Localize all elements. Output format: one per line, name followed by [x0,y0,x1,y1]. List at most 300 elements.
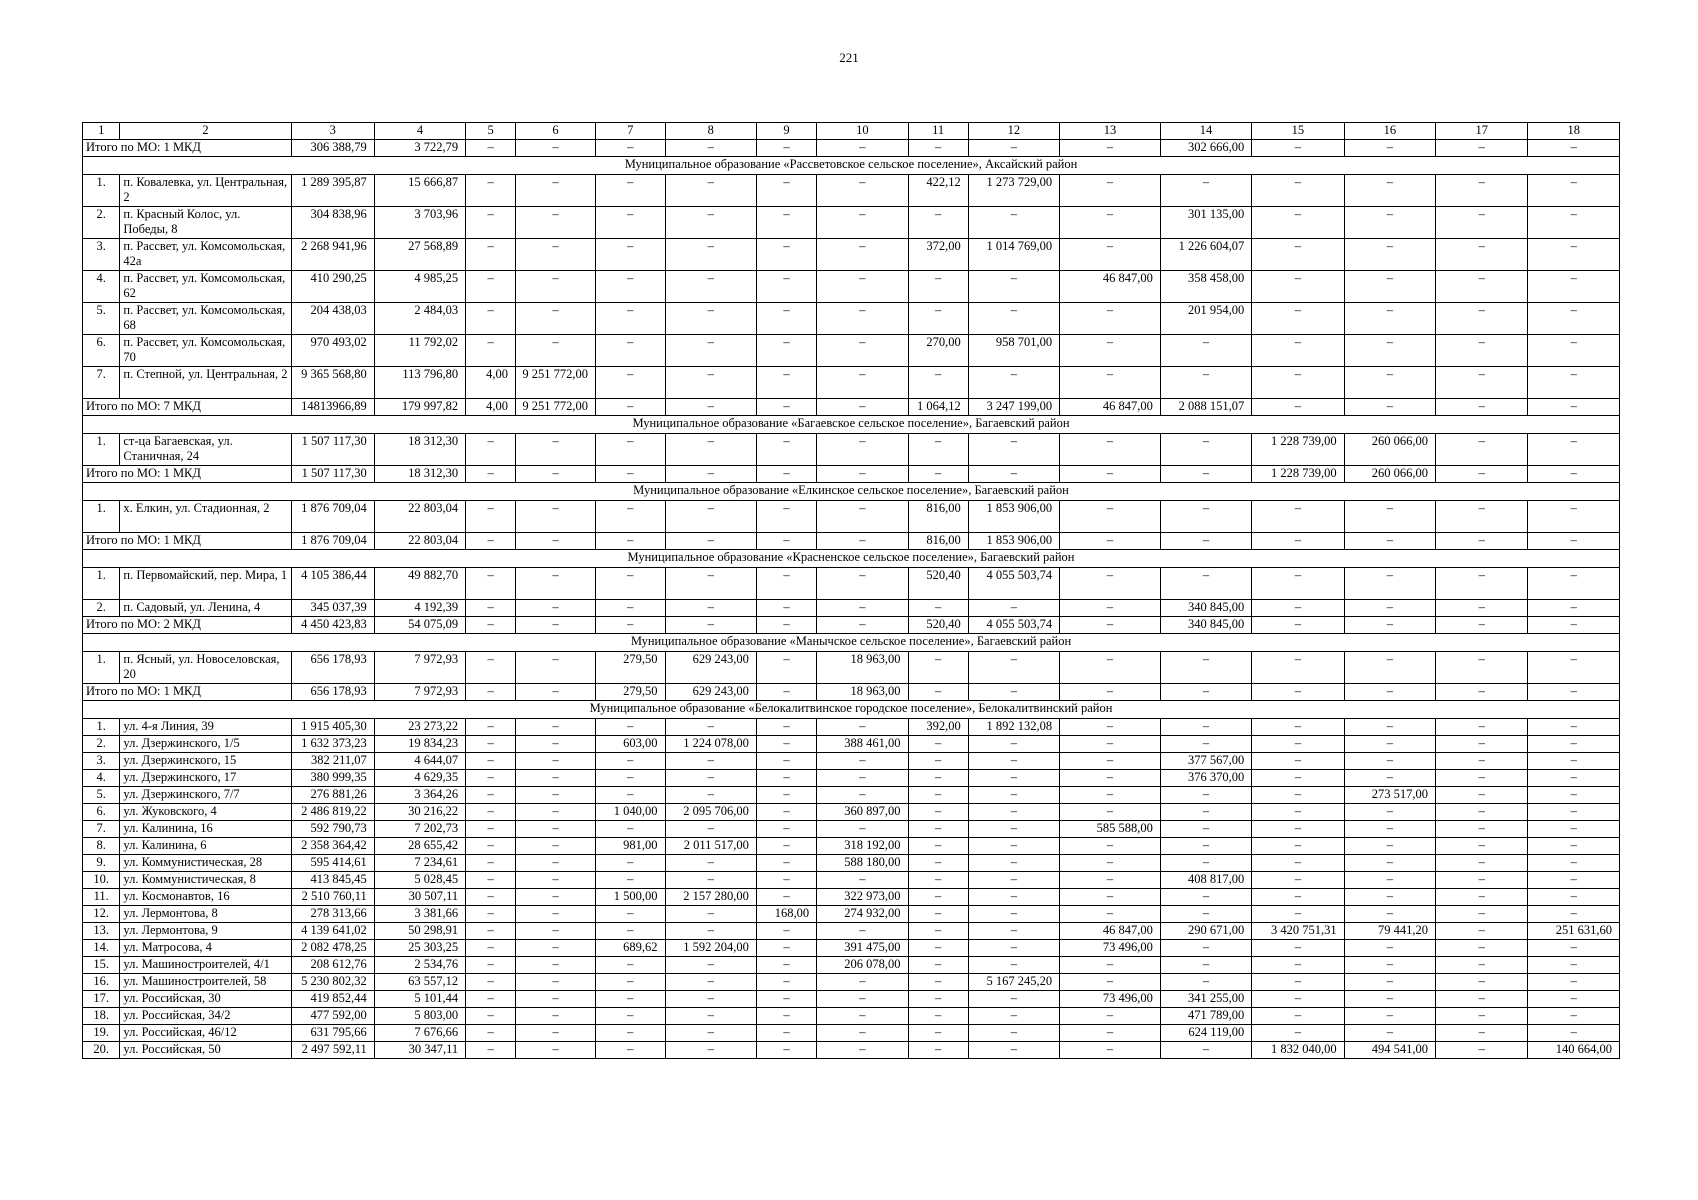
value-cell: – [516,617,596,634]
value-cell: 9 365 568,80 [291,367,374,399]
value-cell: – [665,872,756,889]
value-cell: – [1344,1025,1435,1042]
column-header: 13 [1060,123,1161,140]
value-cell: – [1252,175,1344,207]
value-cell: – [1344,838,1435,855]
value-cell: 816,00 [908,533,968,550]
value-cell: – [1436,239,1528,271]
value-cell: – [756,303,816,335]
value-cell: 3 247 199,00 [968,399,1059,416]
value-cell: – [817,239,908,271]
row-number: 14. [83,940,120,957]
value-cell: – [1160,568,1251,600]
value-cell: 206 078,00 [817,957,908,974]
value-cell: – [756,804,816,821]
value-cell: – [1344,736,1435,753]
value-cell: – [595,140,665,157]
value-cell: – [516,1025,596,1042]
value-cell: – [1528,568,1620,600]
value-cell: – [1436,335,1528,367]
value-cell: – [756,568,816,600]
value-cell: – [1344,175,1435,207]
row-number: 4. [83,770,120,787]
value-cell: – [1436,804,1528,821]
value-cell: – [1344,239,1435,271]
row-number: 9. [83,855,120,872]
value-cell: – [1436,719,1528,736]
table-row [83,855,1620,872]
value-cell: – [1436,855,1528,872]
value-cell: – [968,787,1059,804]
value-cell: – [1060,906,1161,923]
value-cell: 3 381,66 [374,906,465,923]
value-cell: – [665,568,756,600]
value-cell: – [1160,719,1251,736]
value-cell: – [756,872,816,889]
value-cell: 301 135,00 [1160,207,1251,239]
value-cell: – [1436,466,1528,483]
value-cell: 204 438,03 [291,303,374,335]
value-cell: – [908,753,968,770]
value-cell: 140 664,00 [1528,1042,1620,1059]
value-cell: – [1060,838,1161,855]
value-cell: 970 493,02 [291,335,374,367]
municipality-title: Муниципальное образование «Манычское сельское поселение», Багаевский район [83,634,1620,652]
value-cell: – [466,940,516,957]
value-cell: – [908,600,968,617]
value-cell: – [665,1008,756,1025]
value-cell: – [1060,617,1161,634]
value-cell: – [1160,1042,1251,1059]
value-cell: – [516,889,596,906]
value-cell: – [1436,140,1528,157]
value-cell: – [1252,719,1344,736]
value-cell: 520,40 [908,568,968,600]
value-cell: – [1528,399,1620,416]
value-cell: 5 167 245,20 [968,974,1059,991]
value-cell: – [1252,501,1344,533]
value-cell: 318 192,00 [817,838,908,855]
value-cell: – [1528,736,1620,753]
value-cell: – [1528,434,1620,466]
value-cell: – [756,991,816,1008]
value-cell: – [1436,838,1528,855]
value-cell: – [1160,838,1251,855]
value-cell: – [968,838,1059,855]
value-cell: – [1528,239,1620,271]
value-cell: – [595,175,665,207]
value-cell: – [756,1008,816,1025]
value-cell: 260 066,00 [1344,434,1435,466]
value-cell: 5 803,00 [374,1008,465,1025]
value-cell: – [817,335,908,367]
value-cell: 477 592,00 [291,1008,374,1025]
table-row [83,753,1620,770]
value-cell: – [1436,1025,1528,1042]
value-cell: – [1060,335,1161,367]
value-cell: – [665,600,756,617]
value-cell: – [595,367,665,399]
value-cell: – [1528,617,1620,634]
value-cell: – [817,923,908,940]
value-cell: – [595,923,665,940]
row-number: 7. [83,367,120,399]
table-row [83,207,1620,239]
value-cell: – [1528,600,1620,617]
value-cell: – [756,652,816,684]
value-cell: 816,00 [908,501,968,533]
row-number: 5. [83,303,120,335]
value-cell: 18 963,00 [817,684,908,701]
value-cell: 1 500,00 [595,889,665,906]
value-cell: – [968,684,1059,701]
value-cell: 304 838,96 [291,207,374,239]
value-cell: – [1528,787,1620,804]
total-label: Итого по МО: 1 МКД [83,533,292,550]
value-cell: 376 370,00 [1160,770,1251,787]
value-cell: – [1436,271,1528,303]
value-cell: – [1436,787,1528,804]
value-cell: – [1436,821,1528,838]
row-number: 6. [83,804,120,821]
value-cell: – [466,1042,516,1059]
value-cell: – [908,652,968,684]
value-cell: 54 075,09 [374,617,465,634]
value-cell: – [1160,957,1251,974]
value-cell: – [968,753,1059,770]
value-cell: – [516,940,596,957]
municipality-title: Муниципальное образование «Красненское сельское поселение», Багаевский район [83,550,1620,568]
value-cell: 18 312,30 [374,434,465,466]
value-cell: 392,00 [908,719,968,736]
value-cell: – [1436,736,1528,753]
value-cell: – [516,838,596,855]
value-cell: 471 789,00 [1160,1008,1251,1025]
housing-register-table [82,122,1620,1059]
value-cell: – [1528,719,1620,736]
total-row [83,684,1620,701]
value-cell: 585 588,00 [1060,821,1161,838]
value-cell: – [756,838,816,855]
value-cell: – [516,872,596,889]
value-cell: 25 303,25 [374,940,465,957]
table-row [83,838,1620,855]
value-cell: – [466,271,516,303]
value-cell: – [968,872,1059,889]
row-number: 2. [83,207,120,239]
value-cell: – [908,434,968,466]
value-cell: 2 510 760,11 [291,889,374,906]
value-cell: – [1528,753,1620,770]
value-cell: 7 234,61 [374,855,465,872]
value-cell: – [756,239,816,271]
value-cell: – [466,821,516,838]
total-row [83,617,1620,634]
value-cell: – [1252,940,1344,957]
value-cell: – [1160,787,1251,804]
value-cell: – [1528,872,1620,889]
row-number: 1. [83,719,120,736]
value-cell: – [1436,175,1528,207]
value-cell: – [908,974,968,991]
column-header: 16 [1344,123,1435,140]
value-cell: – [908,1008,968,1025]
address-cell: п. Ковалевка, ул. Центральная, 2 [120,175,291,207]
value-cell: – [756,719,816,736]
value-cell: – [968,367,1059,399]
value-cell: 63 557,12 [374,974,465,991]
value-cell: – [1436,872,1528,889]
value-cell: – [665,140,756,157]
total-label: Итого по МО: 1 МКД [83,466,292,483]
address-cell: п. Красный Колос, ул. Победы, 8 [120,207,291,239]
value-cell: – [665,175,756,207]
value-cell: – [595,1025,665,1042]
value-cell: 2 088 151,07 [1160,399,1251,416]
value-cell: – [1252,652,1344,684]
value-cell: 73 496,00 [1060,991,1161,1008]
value-cell: 46 847,00 [1060,923,1161,940]
value-cell: 2 484,03 [374,303,465,335]
value-cell: – [1160,974,1251,991]
table-row [83,367,1620,399]
value-cell: 11 792,02 [374,335,465,367]
column-header: 6 [516,123,596,140]
value-cell: – [595,1042,665,1059]
value-cell: – [756,367,816,399]
value-cell: 3 420 751,31 [1252,923,1344,940]
value-cell: – [1252,684,1344,701]
value-cell: 27 568,89 [374,239,465,271]
value-cell: – [817,533,908,550]
value-cell: – [817,821,908,838]
value-cell: 19 834,23 [374,736,465,753]
value-cell: – [1252,207,1344,239]
value-cell: – [1436,568,1528,600]
value-cell: – [466,335,516,367]
value-cell: 270,00 [908,335,968,367]
value-cell: 30 507,11 [374,889,465,906]
address-cell: п. Ясный, ул. Новоселовская, 20 [120,652,291,684]
row-number: 2. [83,736,120,753]
value-cell: – [1160,906,1251,923]
value-cell: – [466,736,516,753]
address-cell: ул. Российская, 30 [120,991,291,1008]
value-cell: – [466,533,516,550]
address-cell: п. Садовый, ул. Ленина, 4 [120,600,291,617]
address-cell: ул. Матросова, 4 [120,940,291,957]
row-number: 10. [83,872,120,889]
value-cell: 3 722,79 [374,140,465,157]
value-cell: – [756,271,816,303]
value-cell: – [665,303,756,335]
value-cell: – [516,533,596,550]
row-number: 20. [83,1042,120,1059]
municipality-title: Муниципальное образование «Елкинское сельское поселение», Багаевский район [83,483,1620,501]
address-cell: ул. Коммунистическая, 28 [120,855,291,872]
value-cell: – [908,1025,968,1042]
value-cell: – [595,906,665,923]
value-cell: – [968,821,1059,838]
column-header: 14 [1160,123,1251,140]
value-cell: – [968,271,1059,303]
value-cell: 410 290,25 [291,271,374,303]
value-cell: – [595,991,665,1008]
municipality-title: Муниципальное образование «Рассветовское сельское поселение», Аксайский район [83,157,1620,175]
value-cell: 1 892 132,08 [968,719,1059,736]
row-number: 16. [83,974,120,991]
row-number: 18. [83,1008,120,1025]
value-cell: – [595,719,665,736]
value-cell: – [756,533,816,550]
value-cell: – [1060,501,1161,533]
value-cell: – [1252,906,1344,923]
value-cell: – [595,207,665,239]
value-cell: – [968,736,1059,753]
value-cell: – [1252,617,1344,634]
value-cell: – [466,991,516,1008]
value-cell: – [817,271,908,303]
value-cell: – [516,239,596,271]
value-cell: – [665,617,756,634]
value-cell: – [466,872,516,889]
value-cell: – [1344,617,1435,634]
value-cell: 30 347,11 [374,1042,465,1059]
table-row [83,872,1620,889]
value-cell: – [665,399,756,416]
value-cell: – [756,399,816,416]
value-cell: – [1060,140,1161,157]
value-cell: 18 312,30 [374,466,465,483]
value-cell: – [756,501,816,533]
value-cell: 2 157 280,00 [665,889,756,906]
value-cell: 322 973,00 [817,889,908,906]
address-cell: ул. Калинина, 16 [120,821,291,838]
value-cell: – [908,466,968,483]
table-row [83,600,1620,617]
column-header: 17 [1436,123,1528,140]
value-cell: – [968,303,1059,335]
total-row [83,533,1620,550]
value-cell: 2 082 478,25 [291,940,374,957]
value-cell: 1 226 604,07 [1160,239,1251,271]
table-row [83,271,1620,303]
value-cell: – [1344,991,1435,1008]
value-cell: – [1060,303,1161,335]
value-cell: 1 853 906,00 [968,501,1059,533]
value-cell: – [1528,838,1620,855]
value-cell: – [595,533,665,550]
column-header: 4 [374,123,465,140]
value-cell: – [466,753,516,770]
row-number: 4. [83,271,120,303]
value-cell: – [466,434,516,466]
address-cell: ул. Российская, 50 [120,1042,291,1059]
value-cell: – [1436,533,1528,550]
value-cell: – [817,175,908,207]
value-cell: – [1436,684,1528,701]
value-cell: – [1060,855,1161,872]
value-cell: – [466,974,516,991]
value-cell: – [595,617,665,634]
value-cell: – [595,957,665,974]
value-cell: – [466,906,516,923]
address-cell: п. Рассвет, ул. Комсомольская, 70 [120,335,291,367]
value-cell: 290 671,00 [1160,923,1251,940]
value-cell: – [1160,652,1251,684]
value-cell: 408 817,00 [1160,872,1251,889]
value-cell: – [466,1025,516,1042]
value-cell: – [908,684,968,701]
value-cell: – [756,466,816,483]
value-cell: 5 028,45 [374,872,465,889]
value-cell: – [1528,889,1620,906]
value-cell: – [516,991,596,1008]
value-cell: – [1344,957,1435,974]
table-row [83,974,1620,991]
value-cell: – [908,207,968,239]
value-cell: – [1060,1008,1161,1025]
value-cell: – [516,175,596,207]
value-cell: 46 847,00 [1060,271,1161,303]
value-cell: – [968,770,1059,787]
table-row [83,568,1620,600]
value-cell: 1 273 729,00 [968,175,1059,207]
column-header: 8 [665,123,756,140]
value-cell: 302 666,00 [1160,140,1251,157]
value-cell: – [595,501,665,533]
value-cell: – [665,239,756,271]
table-row [83,1042,1620,1059]
value-cell: – [466,855,516,872]
value-cell: – [968,1025,1059,1042]
value-cell: – [1344,533,1435,550]
value-cell: – [516,736,596,753]
value-cell: – [1436,367,1528,399]
value-cell: 656 178,93 [291,684,374,701]
value-cell: – [1060,719,1161,736]
value-cell: – [665,923,756,940]
value-cell: – [1436,207,1528,239]
value-cell: – [665,501,756,533]
value-cell: 4 644,07 [374,753,465,770]
value-cell: – [1252,140,1344,157]
value-cell: – [817,872,908,889]
value-cell: – [1528,271,1620,303]
value-cell: 358 458,00 [1160,271,1251,303]
value-cell: – [1344,770,1435,787]
value-cell: – [817,719,908,736]
value-cell: 345 037,39 [291,600,374,617]
value-cell: – [1060,872,1161,889]
value-cell: 1 632 373,23 [291,736,374,753]
value-cell: – [1436,991,1528,1008]
value-cell: 413 845,45 [291,872,374,889]
value-cell: 201 954,00 [1160,303,1251,335]
value-cell: – [1252,568,1344,600]
value-cell: – [1060,367,1161,399]
municipality-title: Муниципальное образование «Белокалитвинское городское поселение», Белокалитвинский район [83,701,1620,719]
value-cell: – [756,600,816,617]
value-cell: – [1160,434,1251,466]
value-cell: – [466,303,516,335]
value-cell: – [1528,991,1620,1008]
address-cell: ул. Российская, 46/12 [120,1025,291,1042]
value-cell: 1 876 709,04 [291,501,374,533]
value-cell: – [516,652,596,684]
value-cell: – [1344,804,1435,821]
address-cell: ул. Дзержинского, 15 [120,753,291,770]
